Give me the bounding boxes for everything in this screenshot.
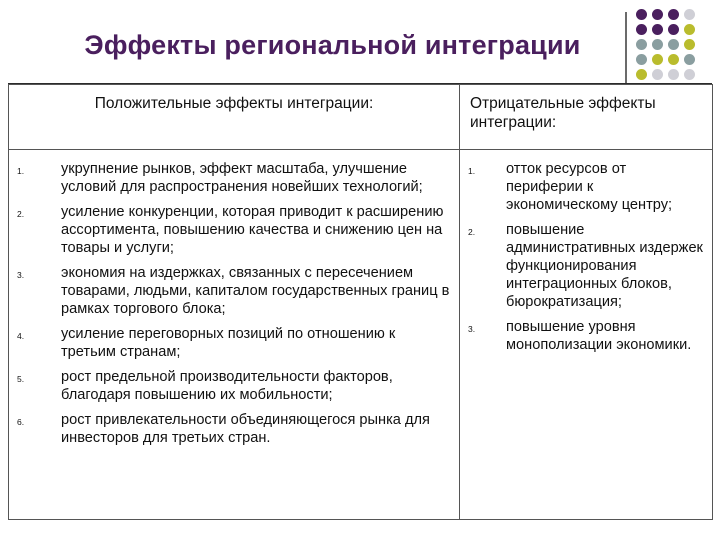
table-body-row [9,150,713,520]
decorative-dot [652,9,663,20]
list-item-text: отток ресурсов от периферии к экономическому центру; [506,161,673,213]
decorative-dot [636,9,647,20]
list-item-number: 4. [17,331,25,341]
list-item-number: 2. [17,209,25,219]
decorative-dot-grid [636,9,716,83]
list-item-number: 1. [17,166,25,176]
list-item [17,411,453,447]
decorative-dot [684,24,695,35]
list-item-text: рост привлекательности объединяющегося рынка для инвесторов для третьих стран. [61,412,430,446]
list-item-number: 5. [17,374,25,384]
decorative-dot [668,9,679,20]
list-item-text: повышение административных издержек функционирования интеграционных блоков, бюрократизация; [506,222,703,310]
list-item [17,160,453,196]
decorative-dot [668,69,679,80]
decorative-dot [636,39,647,50]
decorative-dot [652,24,663,35]
decorative-dot [636,54,647,65]
list-item [17,368,453,404]
list-item-number: 6. [17,417,25,427]
decorative-dot [652,69,663,80]
slide-title: Эффекты региональной интеграции [84,30,581,60]
header-negative: Отрицательные эффекты интеграции: [460,85,713,150]
list-item-number: 2. [468,227,476,237]
list-item-number: 3. [468,324,476,334]
list-item [468,160,706,214]
negative-cell [460,150,713,520]
list-item-text: усиление конкуренции, которая приводит к расширению ассортимента, повышению качества и снижению цен на товары и услуги; [61,204,444,256]
decorative-dot [668,39,679,50]
list-item-text: укрупнение рынков, эффект масштаба, улучшение условий для распространения новейших технологий; [61,161,423,195]
list-item-text: экономия на издержках, связанных с пересечением товарами, людьми, капиталом государственных границ в рамках торгового блока; [61,265,450,317]
header-positive: Положительные эффекты интеграции: [9,85,460,150]
decorative-dot [684,69,695,80]
decorative-vertical-line [625,12,627,84]
effects-table [8,84,713,520]
list-item [468,318,706,354]
decorative-dot [684,9,695,20]
decorative-dot [636,69,647,80]
positive-effects-list [9,150,459,447]
list-item [17,203,453,257]
list-item [17,325,453,361]
list-item-text: усиление переговорных позиций по отношению к третьим странам; [61,326,396,360]
list-item [468,221,706,311]
list-item-number: 3. [17,270,25,280]
decorative-dot [668,54,679,65]
positive-cell [9,150,460,520]
decorative-dot [636,24,647,35]
list-item-number: 1. [468,166,476,176]
decorative-dot [652,39,663,50]
list-item [17,264,453,318]
decorative-dot [684,54,695,65]
decorative-dot [668,24,679,35]
table-header-row [9,85,713,150]
negative-effects-list [460,150,712,354]
decorative-dot [684,39,695,50]
list-item-text: повышение уровня монополизации экономики. [506,319,692,353]
decorative-dot [652,54,663,65]
list-item-text: рост предельной производительности факторов, благодаря повышению их мобильности; [61,369,393,403]
